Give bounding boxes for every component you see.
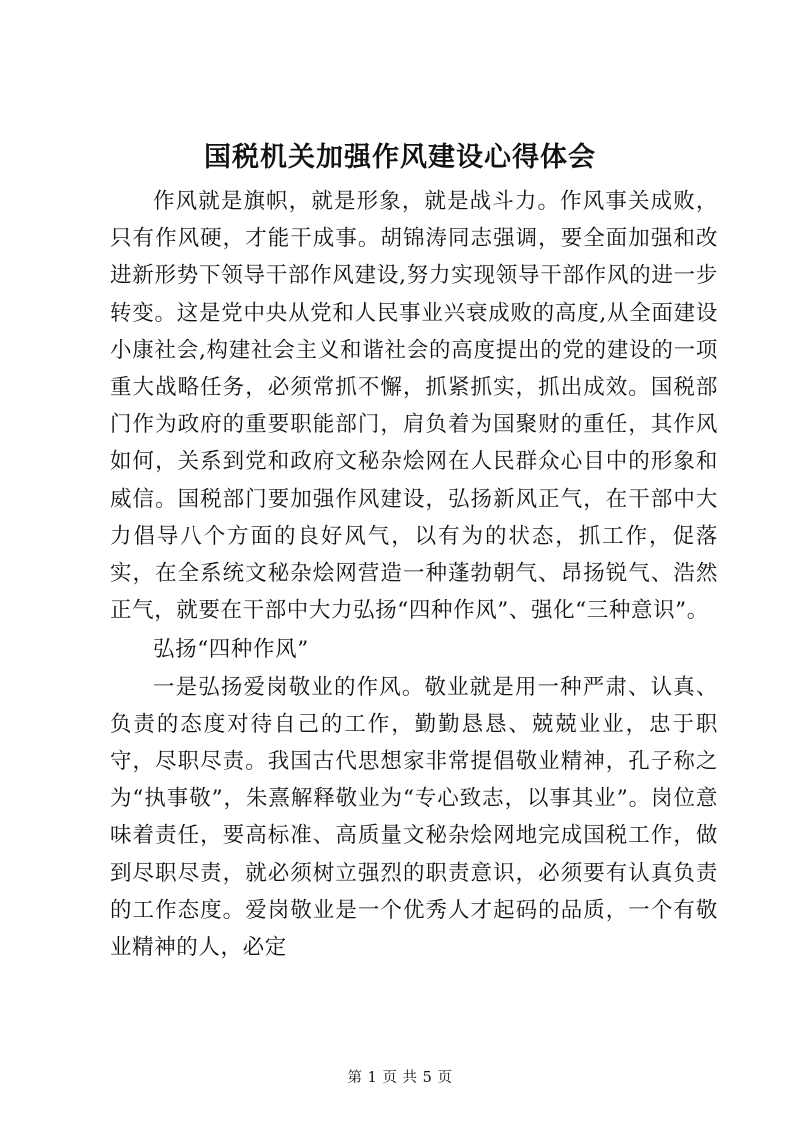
section-heading: 弘扬“四种作风” — [153, 637, 309, 663]
paragraph-first-point: 一是弘扬爱岗敬业的作风。敬业就是用一种严肃、认真、负责的态度对待自己的工作，勤勤恳恳、兢兢业业，忠于职守，尽职尽责。我国古代思想家非常提倡敬业精神，孔子称之为“执事敬”，朱熹解释敬业为“专心致志，以事其业”。岗位意味着责任，要高标准、高质量文秘杂烩网地完成国税工作，做到尽职尽责，就必须树立强烈的职责意识，必须要有认真负责的工作态度。爱岗敬业是一个优秀人才起码的品质，一个有敬业精神的人，必定 — [110, 674, 718, 961]
page-number-footer: 第 1 页 共 5 页 — [347, 1070, 453, 1086]
document-body — [110, 183, 718, 966]
paragraph-intro: 作风就是旗帜，就是形象，就是战斗力。作风事关成败，只有作风硬，才能干成事。胡锦涛同志强调，要全面加强和改进新形势下领导干部作风建设,努力实现领导干部作风的进一步转变。这是党中央从党和人民事业兴衰成败的高度,从全面建设小康社会,构建社会主义和谐社会的高度提出的党的建设的一项重大战略任务，必须常抓不懈，抓紧抓实，抓出成效。国税部门作为政府的重要职能部门，肩负着为国聚财的重任，其作风如何，关系到党和政府文秘杂烩网在人民群众心目中的形象和威信。国税部门要加强作风建设，弘扬新风正气，在干部中大力倡导八个方面的良好风气，以有为的状态，抓工作，促落实，在全系统文秘杂烩网营造一种蓬勃朝气、昂扬锐气、浩然正气，就要在干部中大力弘扬“四种作风”、强化“三种意识”。 — [110, 189, 718, 624]
document-title: 国税机关加强作风建设心得体会 — [204, 142, 596, 173]
